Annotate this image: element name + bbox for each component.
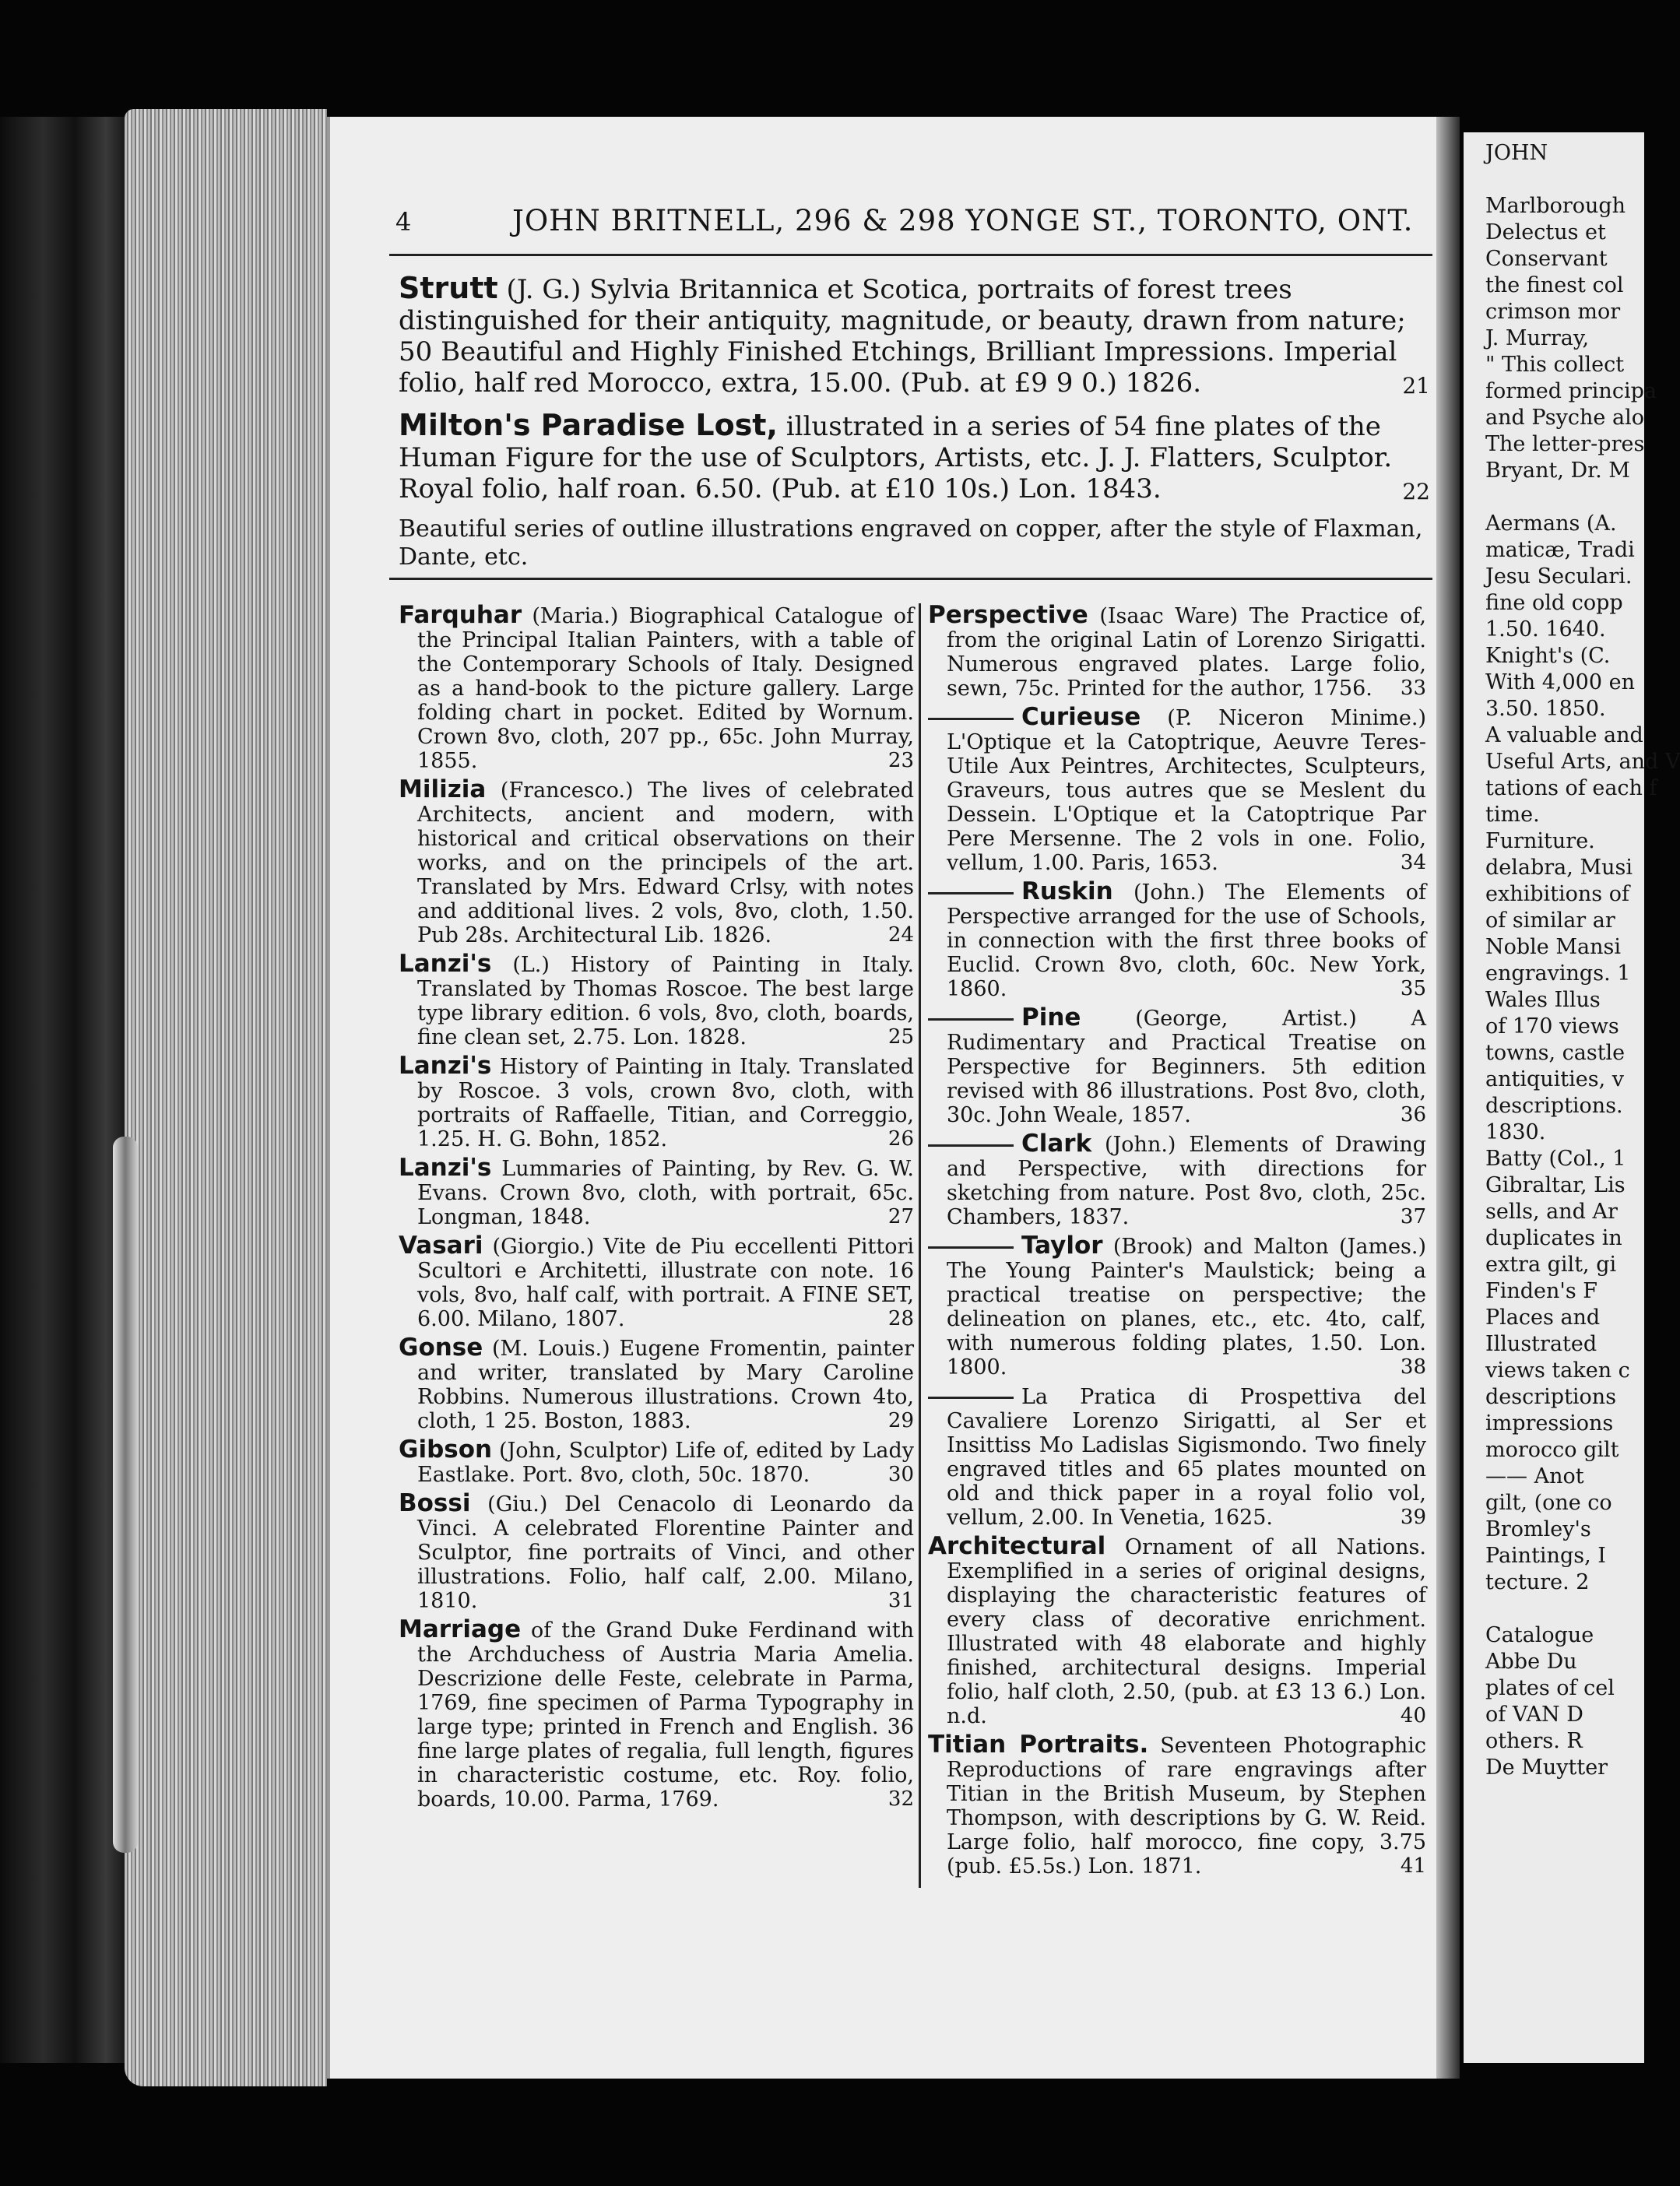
entry-body: (Giu.) Del Cenacolo di Leonardo da Vinci. A celebrated Florentine Painter and Sculptor, fine portraits of Vinci, and other illustrations. Folio, half calf, 2.00. Milano, 1810. <box>417 1492 914 1613</box>
entry-ref: 29 <box>887 1409 914 1432</box>
next-page-line: Illustrated <box>1485 1332 1597 1356</box>
header-rule <box>389 254 1432 256</box>
next-page-line: impressions <box>1485 1411 1614 1436</box>
next-page-line: —— Anot <box>1485 1464 1584 1488</box>
entry-ref: 40 <box>1400 1704 1426 1727</box>
next-page-line: Gibraltar, Lis <box>1485 1173 1626 1197</box>
next-page-line: A valuable and <box>1485 723 1643 747</box>
next-page-line: towns, castle <box>1485 1041 1626 1065</box>
entry-headword: Titian Portraits. <box>928 1731 1149 1759</box>
entry-body: (M. Louis.) Eugene Fromentin, painter and writer, translated by Mary Caroline Robbins. Numerous illustrations. Crown 4to, cloth, 1 25. Boston, 1883. <box>417 1337 914 1433</box>
entry-headword: Farquhar <box>399 601 522 629</box>
next-page-line: J. Murray, <box>1485 326 1590 350</box>
entry-body: (Brook) and Malton (James.) The Young Painter's Maulstick; being a practical treatise on perspective; the delineation on planes, etc., etc. 4to, calf, with numerous folding plates, 1.50. Lon. 1800. <box>947 1235 1426 1379</box>
catalogue-entry <box>399 775 914 947</box>
entry-headword: Lanzi's <box>399 1052 492 1080</box>
next-page-line: delabra, Musi <box>1485 856 1633 880</box>
next-page-line: exhibitions of <box>1485 882 1629 906</box>
catalogue-entry <box>399 603 914 773</box>
next-page-line: engravings. 1 <box>1485 961 1631 986</box>
next-page-line: 3.50. 1850. <box>1485 697 1606 721</box>
next-page-line: Useful Arts, and V <box>1485 750 1680 774</box>
top-entries <box>399 272 1430 579</box>
next-page-line: 1830. <box>1485 1120 1546 1144</box>
ditto-dash <box>928 1144 1014 1147</box>
section-rule <box>389 578 1432 580</box>
entry-body: of the Grand Duke Ferdinand with the Archduchess of Austria Maria Amelia. Descrizione delle Feste, celebrate in Parma, 1769, fine specimen of Parma Typography in large type; printed in French and English. 36 fine large plates of regalia, full length, figures in characteristic costume, etc. Roy. folio, boards, 10.00. Parma, 1769. <box>417 1618 914 1812</box>
next-page-line: the finest col <box>1485 273 1624 297</box>
entry-ref: 27 <box>887 1205 914 1228</box>
entry-ref: 30 <box>887 1463 914 1486</box>
next-page-line: Catalogue <box>1485 1623 1594 1647</box>
next-page-line: sells, and Ar <box>1485 1200 1618 1224</box>
entry-body: La Pratica di Prospettiva del Cavaliere Lorenzo Sirigatti, al Ser et Insittiss Mo Ladislas Sigismondo. Two finely engraved titles and 65 plates mounted on old and thick paper in a royal folio vol, vellum, 2.00. In Venetia, 1625. <box>947 1385 1426 1530</box>
catalogue-entry <box>399 1234 914 1331</box>
next-page-line: gilt, (one co <box>1485 1491 1612 1515</box>
entry-ref: 32 <box>887 1787 914 1811</box>
entry-ref: 35 <box>1400 977 1426 1000</box>
catalogue-entry <box>399 1438 914 1487</box>
ditto-dash <box>928 1018 1014 1021</box>
catalogue-entry <box>399 952 914 1049</box>
entry-headword: Pine <box>1021 1003 1081 1031</box>
next-page-line: JOHN <box>1485 141 1548 165</box>
entry-headword: Milizia <box>399 775 487 803</box>
entry-headword: Gibson <box>399 1436 493 1464</box>
next-page-line: Marlborough <box>1485 194 1626 218</box>
catalogue-entry <box>928 1733 1426 1878</box>
next-page-line: morocco gilt <box>1485 1438 1619 1462</box>
next-page-line: Bromley's <box>1485 1517 1591 1541</box>
catalogue-entry <box>399 1156 914 1229</box>
entry-headword: Milton's Paradise Lost, <box>399 408 778 442</box>
next-page-line: Jesu Seculari. <box>1485 564 1633 589</box>
next-page-line: and Psyche alo <box>1485 406 1644 430</box>
entry-headword: Strutt <box>399 271 498 305</box>
next-page-line: descriptions. <box>1485 1094 1623 1118</box>
entry-ref: 34 <box>1400 851 1426 874</box>
ditto-dash <box>928 1397 1014 1399</box>
next-page-line: Paintings, I <box>1485 1544 1606 1568</box>
catalogue-entry <box>399 1489 914 1613</box>
next-page-line: plates of cel <box>1485 1676 1615 1700</box>
right-column <box>928 603 1426 1883</box>
next-page-line: formed principa <box>1485 379 1657 403</box>
entry-body: (John.) The Elements of Perspective arranged for the use of Schools, in connection with the first three books of Euclid. Crown 8vo, cloth, 60c. New York, 1860. <box>947 880 1426 1001</box>
entry-note: Beautiful series of outline illustrations engraved on copper, after the style of Flaxman, Dante, etc. <box>399 515 1423 571</box>
catalogue-entry <box>928 1132 1426 1229</box>
entry-body: (J. G.) Sylvia Britannica et Scotica, portraits of forest trees distinguished for their antiquity, magnitude, or beauty, drawn from nature; 50 Beautiful and Highly Finished Etchings, Brilliant Impressions. Imperial folio, half red Morocco, extra, 15.00. (Pub. at £9 9 0.) 1826. <box>399 274 1406 399</box>
next-page-line: tecture. 2 <box>1485 1570 1590 1594</box>
page-edges <box>125 109 327 2086</box>
entry-body: Lummaries of Painting, by Rev. G. W. Evans. Crown 8vo, cloth, with portrait, 65c. Longman, 1848. <box>417 1157 914 1229</box>
book-clasp <box>113 1137 138 1853</box>
entry-headword: Lanzi's <box>399 1154 492 1182</box>
entry-body: (Isaac Ware) The Practice of, from the original Latin of Lorenzo Sirigatti. Numerous engraved plates. Large folio, sewn, 75c. Printed for the author, 1756. <box>947 604 1426 701</box>
next-page-line: Knight's (C. <box>1485 644 1611 668</box>
next-page-line: Places and <box>1485 1306 1601 1330</box>
book-spine <box>0 117 125 2063</box>
next-page-line <box>1485 484 1680 511</box>
next-page-line: " This collect <box>1485 353 1625 377</box>
entry-headword: Marriage <box>399 1615 522 1643</box>
entry-ref: 33 <box>1400 677 1426 700</box>
next-page-line: tations of each f <box>1485 776 1657 800</box>
gutter-shadow <box>1436 117 1460 2079</box>
catalogue-entry <box>928 705 1426 875</box>
next-page-line: De Muytter <box>1485 1755 1608 1780</box>
left-column <box>399 603 914 1816</box>
next-page-line: Conservant <box>1485 247 1608 271</box>
entry-headword: Vasari <box>399 1232 483 1260</box>
next-page-line <box>1485 1596 1680 1622</box>
next-page-line: Aermans (A. <box>1485 511 1617 536</box>
entry-ref: 22 <box>1402 479 1430 504</box>
next-page-line: Batty (Col., 1 <box>1485 1147 1626 1171</box>
entry-body: Seventeen Photographic Reproductions of rare engravings after Titian in the British Museum, by Stephen Thompson, with descriptions by G. W. Reid. Large folio, half morocco, fine copy, 3.75 (pub. £5.5s.) Lon. 1871. <box>947 1734 1426 1878</box>
next-page-line: of VAN D <box>1485 1703 1583 1727</box>
next-page-line <box>1485 167 1680 193</box>
entry-body: (Maria.) Biographical Catalogue of the Principal Italian Painters, with a table of the Contemporary Schools of Italy. Designed as a hand-book to the picture gallery. Large folding chart in pocket. Edited by Wornum. Crown 8vo, cloth, 207 pp., 65c. John Murray, 1855. <box>417 604 914 773</box>
entry-headword: Gonse <box>399 1334 483 1362</box>
entry-ref: 31 <box>887 1589 914 1612</box>
entry-ref: 21 <box>1402 373 1430 399</box>
entry-headword: Clark <box>1021 1130 1092 1158</box>
catalogue-entry <box>928 1384 1426 1530</box>
entry-body: Ornament of all Nations. Exemplified in a series of original designs, displaying the characteristic features of every class of decorative enrichment. Illustrated with 48 elaborate and highly finished, architectural designs. Imperial folio, half cloth, 2.50, (pub. at £3 13 6.) Lon. n.d. <box>947 1535 1426 1728</box>
entry-ref: 28 <box>887 1307 914 1330</box>
catalogue-entry <box>928 1003 1426 1127</box>
catalogue-entry <box>399 1336 914 1433</box>
next-page-line: 1.50. 1640. <box>1485 617 1606 641</box>
next-page-line: Wales Illus <box>1485 988 1601 1012</box>
entry-ref: 37 <box>1400 1205 1426 1228</box>
next-page-line: others. R <box>1485 1729 1583 1753</box>
next-page-line: time. <box>1485 803 1540 827</box>
entry-body: illustrated in a series of 54 fine plates of the Human Figure for the use of Sculptors, Artists, etc. J. J. Flatters, Sculptor. Royal folio, half roan. 6.50. (Pub. at £10 10s.) Lon. 1843. <box>399 411 1393 504</box>
catalogue-entry <box>399 1615 914 1812</box>
entry-body: (John, Sculptor) Life of, edited by Lady Eastlake. Port. 8vo, cloth, 50c. 1870. <box>417 1439 914 1487</box>
entry-headword: Architectural <box>928 1532 1106 1560</box>
catalogue-entry <box>928 603 1426 701</box>
next-page-line: Abbe Du <box>1485 1650 1577 1674</box>
entry-body: (P. Niceron Minime.) L'Optique et la Catoptrique, Aeuvre Teres-Utile Aux Peintres, Architectes, Sculpteurs, Graveurs, tous autres que se Meslent du Dessein. L'Optique et la Catoptrique Par Pere Mersenne. The 2 vols in one. Folio, vellum, 1.00. Paris, 1653. <box>947 706 1426 875</box>
next-page-line: With 4,000 en <box>1485 670 1635 694</box>
next-page-line: Delectus et <box>1485 220 1606 244</box>
next-page-line: maticæ, Tradi <box>1485 538 1635 562</box>
next-page-line: Noble Mansi <box>1485 935 1621 959</box>
entry-ref: 23 <box>887 749 914 772</box>
next-page-line: crimson mor <box>1485 300 1621 324</box>
entry-body: History of Painting in Italy. Translated by Roscoe. 3 vols, crown 8vo, cloth, with portraits of Raffaelle, Titian, and Correggio, 1.25. H. G. Bohn, 1852. <box>417 1055 914 1151</box>
catalogue-entry <box>928 877 1426 1001</box>
ditto-dash <box>928 892 1014 894</box>
entry-ref: 26 <box>887 1127 914 1151</box>
entry-headword: Taylor <box>1021 1232 1103 1260</box>
catalogue-entry <box>928 1234 1426 1379</box>
next-page-line: duplicates in <box>1485 1226 1622 1250</box>
next-page-line: antiquities, v <box>1485 1067 1625 1091</box>
catalogue-entry <box>928 1534 1426 1728</box>
next-page-line: descriptions <box>1485 1385 1617 1409</box>
entry-ref: 39 <box>1400 1506 1426 1529</box>
entry-body: (John.) Elements of Drawing and Perspective, with directions for sketching from nature. Post 8vo, cloth, 25c. Chambers, 1837. <box>947 1133 1426 1229</box>
entry-body: (Francesco.) The lives of celebrated Architects, ancient and modern, with historical and critical observations on their works, and on the principels of the art. Translated by Mrs. Edward Crlsy, with notes and additional lives. 2 vols, 8vo, cloth, 1.50. Pub 28s. Architectural Lib. 1826. <box>417 778 914 947</box>
next-page-line: extra gilt, gi <box>1485 1253 1617 1277</box>
entry-ref: 38 <box>1400 1355 1426 1379</box>
next-page-line: The letter-pres <box>1485 432 1645 456</box>
column-rule <box>919 603 921 1888</box>
entry-body: (L.) History of Painting in Italy. Translated by Thomas Roscoe. The best large type library edition. 6 vols, 8vo, cloth, boards, fine clean set, 2.75. Lon. 1828. <box>417 953 914 1049</box>
entry-headword: Lanzi's <box>399 950 492 978</box>
entry-ref: 25 <box>887 1025 914 1049</box>
next-page-text <box>1485 140 1680 1781</box>
page-number: 4 <box>395 207 412 237</box>
next-page-line: Finden's F <box>1485 1279 1598 1303</box>
next-page-line: Bryant, Dr. M <box>1485 459 1630 483</box>
next-page-line: of similar ar <box>1485 908 1615 933</box>
next-page-line: views taken c <box>1485 1358 1630 1383</box>
entry-strutt <box>399 272 1430 402</box>
entry-ref: 41 <box>1400 1854 1426 1878</box>
entry-headword: Curieuse <box>1021 703 1141 731</box>
entry-ref: 24 <box>887 923 914 947</box>
catalogue-entry <box>399 1054 914 1151</box>
running-header <box>395 204 1431 248</box>
next-page-line: of 170 views <box>1485 1014 1619 1039</box>
entry-ref: 36 <box>1400 1103 1426 1126</box>
header-title: JOHN BRITNELL, 296 & 298 YONGE ST., TORONTO, ONT. <box>512 204 1414 237</box>
ditto-dash <box>928 1246 1014 1249</box>
next-page-line: Furniture. <box>1485 829 1595 853</box>
entry-milton <box>399 409 1430 508</box>
entry-body: (George, Artist.) A Rudimentary and Practical Treatise on Perspective for Beginners. 5th edition revised with 86 illustrations. Post 8vo, cloth, 30c. John Weale, 1857. <box>947 1007 1426 1127</box>
entry-headword: Bossi <box>399 1489 471 1517</box>
entry-headword: Perspective <box>928 601 1088 629</box>
ditto-dash <box>928 718 1014 720</box>
entry-body: (Giorgio.) Vite de Piu eccellenti Pittori Scultori e Architetti, illustrate con note. 16 vols, 8vo, half calf, with portrait. A FINE SET, 6.00. Milano, 1807. <box>417 1235 914 1331</box>
entry-headword: Ruskin <box>1021 877 1113 905</box>
next-page-line: fine old copp <box>1485 591 1623 615</box>
